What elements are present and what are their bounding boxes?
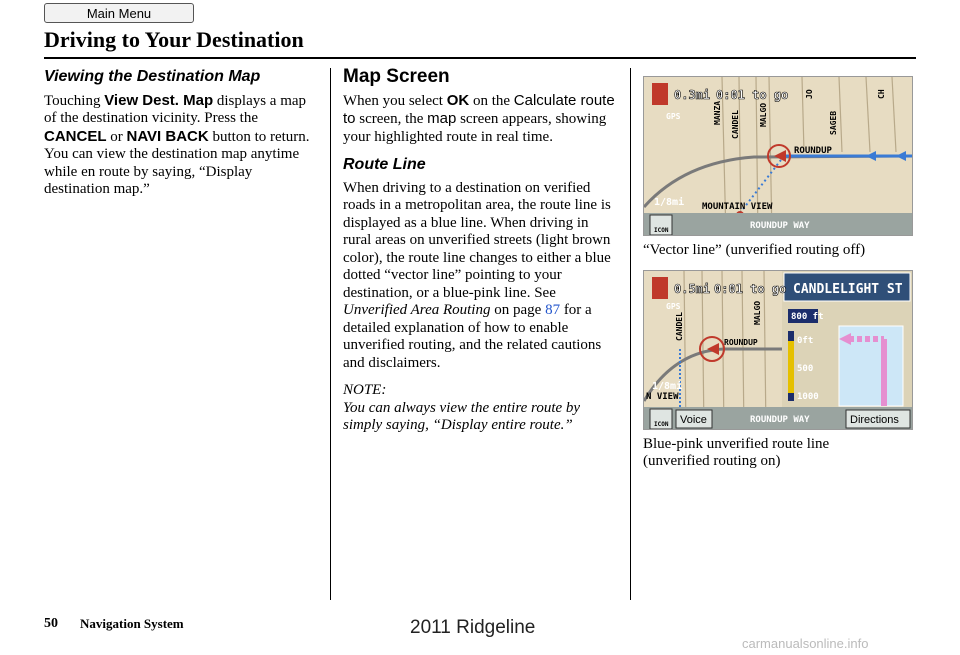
voice-button-label: Voice [680, 413, 707, 426]
caption-vector-line: “Vector line” (unverified routing off) [643, 242, 866, 258]
section-heading-map-screen: Map Screen [343, 66, 450, 87]
model-watermark: 2011 Ridgeline [410, 617, 536, 638]
note-text: You can always view the entire route by simply saying, “Display entire route.” [343, 399, 581, 433]
tick-1000-label: 1000 [797, 391, 819, 402]
road-candel-label: CANDEL [675, 311, 684, 341]
road-sageb-label: SAGEB [829, 110, 838, 135]
road-jo-label: JO [805, 89, 814, 99]
road-ch-label: CH [877, 89, 886, 99]
directions-button-label: Directions [850, 413, 899, 426]
road-roundup-label: ROUNDUP [794, 146, 832, 156]
unverified-routing-ref: Unverified Area Routing [343, 302, 491, 318]
blue-pink-route-map-image [643, 270, 913, 430]
tick-500-label: 500 [797, 363, 814, 374]
vector-line-map-image [643, 76, 913, 236]
navi-back-label: NAVI BACK [126, 127, 209, 145]
page-title: Driving to Your Destination [44, 27, 304, 52]
map-label: map [427, 110, 457, 127]
site-watermark: carmanualsonline.info [742, 636, 869, 651]
destination-map-paragraph: Touching View Dest. Map displays a map of the destination vicinity. Press the CANCEL or NAVI BACK button to return. You can view the destination map anytime while en route by saying, “Display destination map.” [44, 91, 310, 197]
road-mountain-label: MOUNTAIN VIEW [702, 202, 773, 212]
section-heading-destination-map: Viewing the Destination Map [44, 68, 261, 85]
calculate-route-label: Calculate route to [343, 91, 615, 127]
distance-800-label: 800 ft [791, 311, 824, 322]
time-readout: 0:01 to go [714, 281, 787, 296]
column-divider-1 [330, 68, 331, 600]
footer-section-title: Navigation System [80, 616, 184, 631]
route-line-paragraph: When driving to a destination on verified roads in a metropolitan area, the route line is displayed as a blue line. When driving in rural areas on unverified streets (light brown color), the route line changes to either a blue dotted “vector line” pointing to your destination, or a blue-pink line. See Unverified Area Routing on page 87 for a detailed explanation of how to enable unverified routing, and the related cautions and disclaimers. [343, 179, 611, 371]
title-divider [44, 57, 916, 59]
icon-button-label: ICON [654, 227, 669, 234]
column-destination-map [44, 68, 314, 209]
scale-label: 1/8mi [652, 380, 683, 392]
gps-label: GPS [666, 301, 681, 311]
time-readout: 0:01 to go [716, 88, 789, 102]
main-menu-button[interactable]: Main Menu [44, 3, 194, 23]
tick-0-label: 0ft [797, 335, 814, 346]
distance-readout: 0.3mi [674, 88, 711, 102]
road-manza-label: MANZA [713, 100, 722, 125]
scale-label: 1/8mi [654, 197, 685, 208]
icon-button-label: ICON [654, 420, 669, 428]
column-divider-2 [630, 68, 631, 600]
ok-label: OK [446, 91, 470, 109]
road-roundup-way-label: ROUNDUP WAY [750, 221, 810, 231]
map-screen-paragraph: When you select OK on the Calculate route to screen, the map screen appears, showing your highlighted route in real time. [343, 91, 615, 145]
note-label: NOTE: [343, 382, 387, 398]
road-roundup-label: ROUNDUP [724, 337, 758, 347]
road-malgo-label: MALGO [759, 102, 768, 127]
view-dest-map-label: View Dest. Map [104, 91, 214, 109]
column-map-images [643, 76, 918, 481]
caption-blue-pink: Blue-pink unverified route line (unverified routing on) [643, 435, 830, 469]
page-number: 50 [44, 616, 58, 631]
road-view-label: N VIEW [646, 391, 679, 402]
road-malgo-label: MALGO [753, 300, 762, 325]
section-heading-route-line: Route Line [343, 156, 426, 173]
page-87-link[interactable]: 87 [545, 302, 561, 318]
gps-label: GPS [666, 112, 681, 121]
compass-icon[interactable] [652, 277, 668, 299]
road-candel-label: CANDEL [731, 110, 740, 139]
cancel-label: CANCEL [44, 127, 107, 145]
column-map-screen [343, 68, 615, 435]
street-name: CANDLELIGHT ST [793, 281, 903, 297]
compass-icon[interactable] [652, 83, 668, 105]
distance-readout: 0.5mi [674, 281, 711, 296]
road-roundup-way-label: ROUNDUP WAY [750, 414, 810, 425]
